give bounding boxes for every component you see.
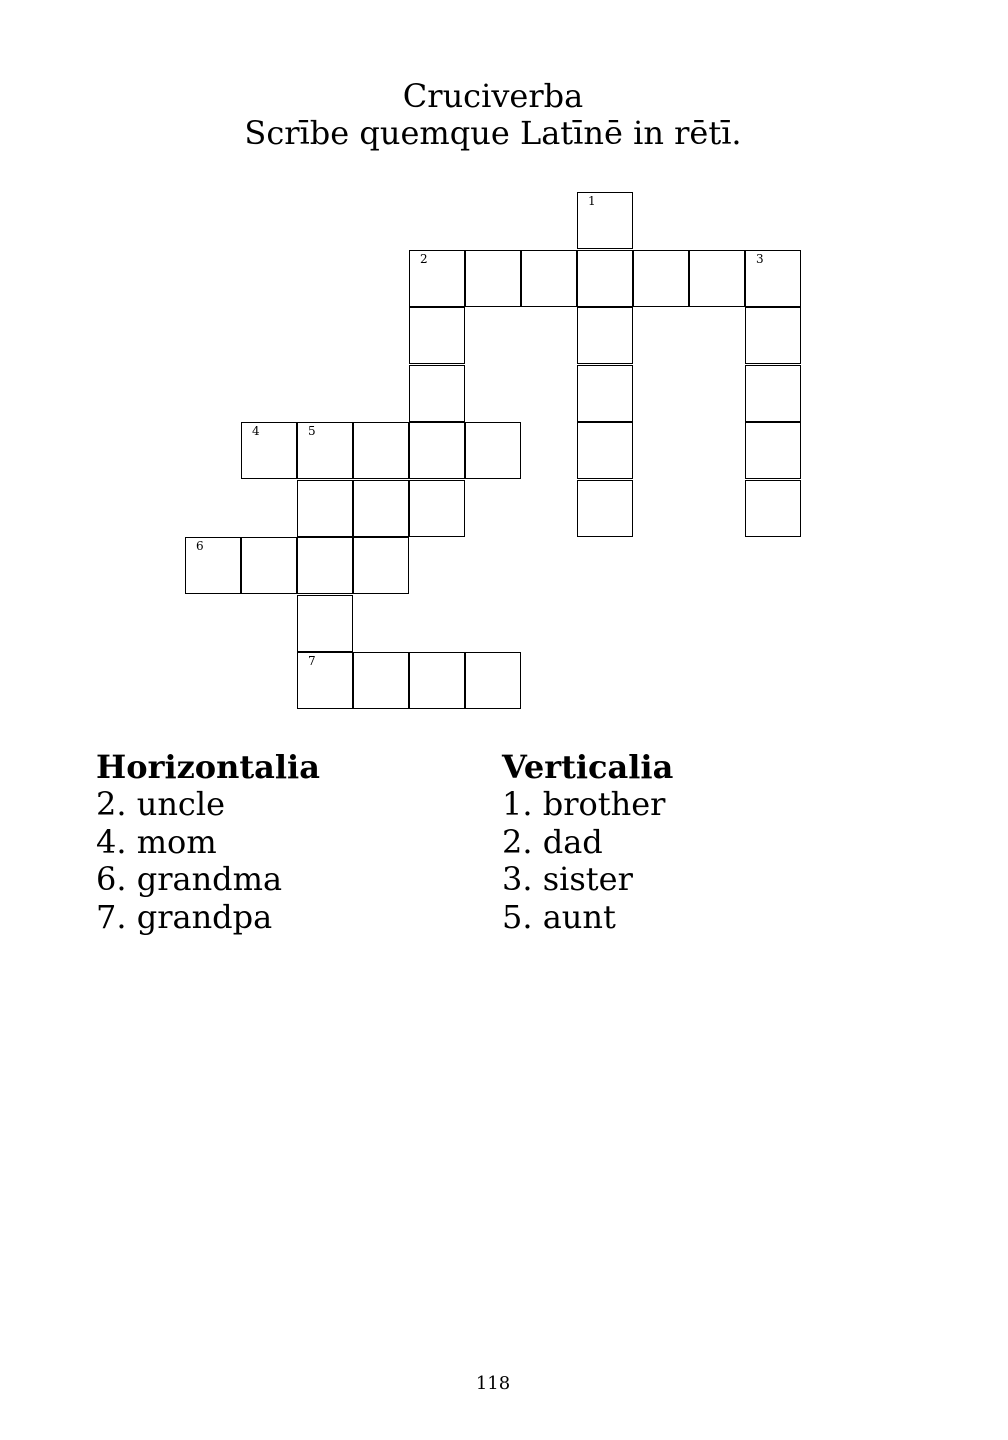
clue-number: 1 <box>588 194 596 208</box>
down-heading: Verticalia <box>502 748 674 786</box>
crossword-cell[interactable] <box>297 537 353 594</box>
down-clue: 5. aunt <box>502 897 616 936</box>
down-clue: 1. brother <box>502 785 666 823</box>
across-clue: 7. grandpa <box>96 897 273 936</box>
crossword-cell[interactable] <box>353 537 409 594</box>
crossword-cell[interactable] <box>465 422 521 479</box>
crossword-cell[interactable] <box>689 250 745 307</box>
crossword-cell[interactable] <box>577 307 633 364</box>
clue-number: 4 <box>252 424 260 438</box>
clue-number: 6 <box>196 539 204 553</box>
crossword-cell[interactable] <box>241 422 297 479</box>
across-clues <box>96 748 476 936</box>
crossword-cell[interactable] <box>745 307 801 364</box>
crossword-cell[interactable] <box>409 250 465 307</box>
down-clues <box>502 748 882 936</box>
crossword-cell[interactable] <box>353 480 409 537</box>
crossword-cell[interactable] <box>577 480 633 537</box>
down-clue: 3. sister <box>502 860 633 898</box>
down-clue: 2. dad <box>502 822 603 861</box>
crossword-cell[interactable] <box>577 250 633 307</box>
crossword-cell[interactable] <box>241 537 297 594</box>
crossword-cell[interactable] <box>521 250 577 307</box>
crossword-cell[interactable] <box>409 307 465 364</box>
clue-number: 3 <box>756 251 764 266</box>
crossword-cell[interactable] <box>185 537 241 594</box>
across-heading: Horizontalia <box>96 748 320 786</box>
across-clue: 2. uncle <box>96 785 226 823</box>
crossword-cell[interactable] <box>353 422 409 479</box>
crossword-cell[interactable] <box>297 595 353 652</box>
crossword-cell[interactable] <box>745 250 801 307</box>
crossword-cell[interactable] <box>297 652 353 709</box>
crossword-cell[interactable] <box>745 480 801 537</box>
crossword-cell[interactable] <box>409 422 465 479</box>
crossword-cell[interactable] <box>409 480 465 537</box>
crossword-cell[interactable] <box>745 365 801 422</box>
crossword-cell[interactable] <box>633 250 689 307</box>
clue-number: 5 <box>308 424 316 438</box>
clue-number: 7 <box>308 654 316 668</box>
crossword-cell[interactable] <box>297 422 353 479</box>
clue-number: 2 <box>420 251 428 266</box>
across-clue: 4. mom <box>96 822 217 861</box>
crossword-cell[interactable] <box>577 192 633 249</box>
crossword-cell[interactable] <box>745 422 801 479</box>
page-instructions: Scrībe quemque Latīnē in rētī. <box>244 114 742 152</box>
crossword-cell[interactable] <box>465 250 521 307</box>
across-clue: 6. grandma <box>96 860 283 898</box>
page-header <box>0 78 986 152</box>
crossword-cell[interactable] <box>465 652 521 709</box>
page-number: 118 <box>475 1373 511 1394</box>
crossword-cell[interactable] <box>409 652 465 709</box>
crossword-cell[interactable] <box>353 652 409 709</box>
crossword-cell[interactable] <box>577 422 633 479</box>
page-title: Cruciverba <box>402 77 584 115</box>
crossword-cell[interactable] <box>577 365 633 422</box>
crossword-cell[interactable] <box>409 365 465 422</box>
crossword-cell[interactable] <box>297 480 353 537</box>
